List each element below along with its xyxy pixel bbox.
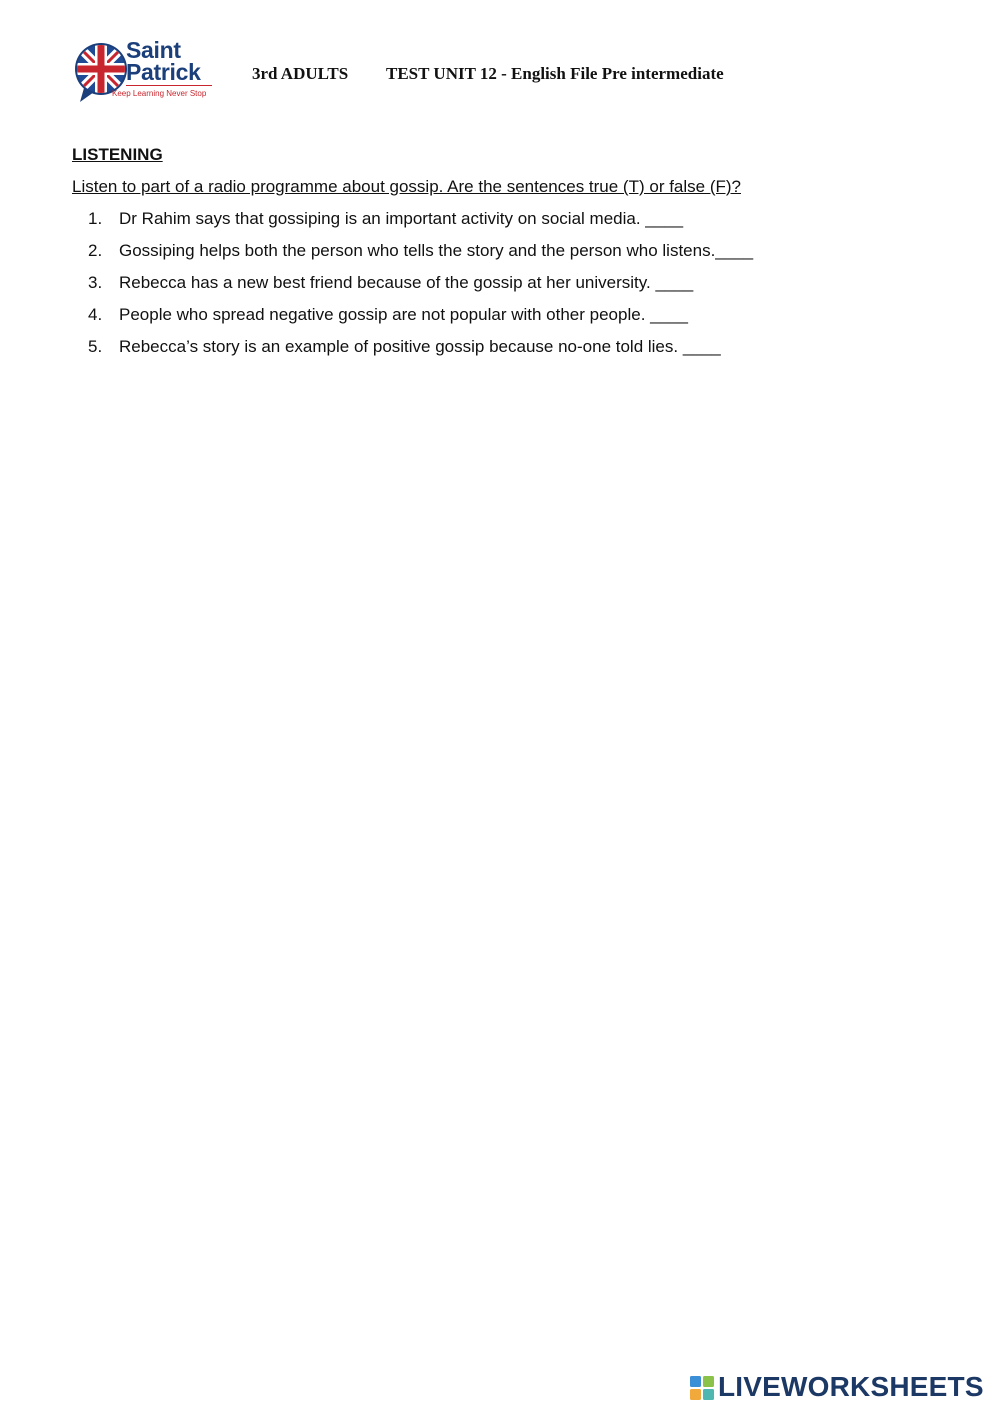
question-number: 1. [88,209,103,228]
question-text: People who spread negative gossip are not popular with other people. ____ [119,305,688,324]
logo-text-saint: Saint [126,37,181,63]
question-item [88,241,753,261]
logo-divider [126,85,212,86]
liveworksheets-wordmark: LIVEWORKSHEETS [718,1371,984,1402]
question-number: 4. [88,305,103,324]
logo-text-patrick: Patrick [126,59,201,85]
question-item [88,337,721,357]
section-heading: LISTENING [72,145,163,164]
question-item [88,209,683,229]
question-text: Rebecca’s story is an example of positive gossip because no-one told lies. ____ [119,337,721,356]
class-level: 3rd ADULTS [252,64,349,83]
question-text: Rebecca has a new best friend because of the gossip at her university. ____ [119,273,694,292]
question-number: 3. [88,273,103,292]
test-title: TEST UNIT 12 - English File Pre intermediate [386,64,724,83]
question-text: Gossiping helps both the person who tells the story and the person who listens.____ [119,241,754,260]
logo-tagline: Keep Learning Never Stop [112,89,207,98]
question-item [88,273,693,293]
liveworksheets-blocks-icon [690,1376,714,1400]
question-number: 5. [88,337,103,356]
question-number: 2. [88,241,103,260]
question-text: Dr Rahim says that gossiping is an important activity on social media. ____ [119,209,684,228]
school-logo [74,37,219,106]
instructions: Listen to part of a radio programme about gossip. Are the sentences true (T) or false (F)? [72,177,741,196]
question-item [88,305,688,325]
